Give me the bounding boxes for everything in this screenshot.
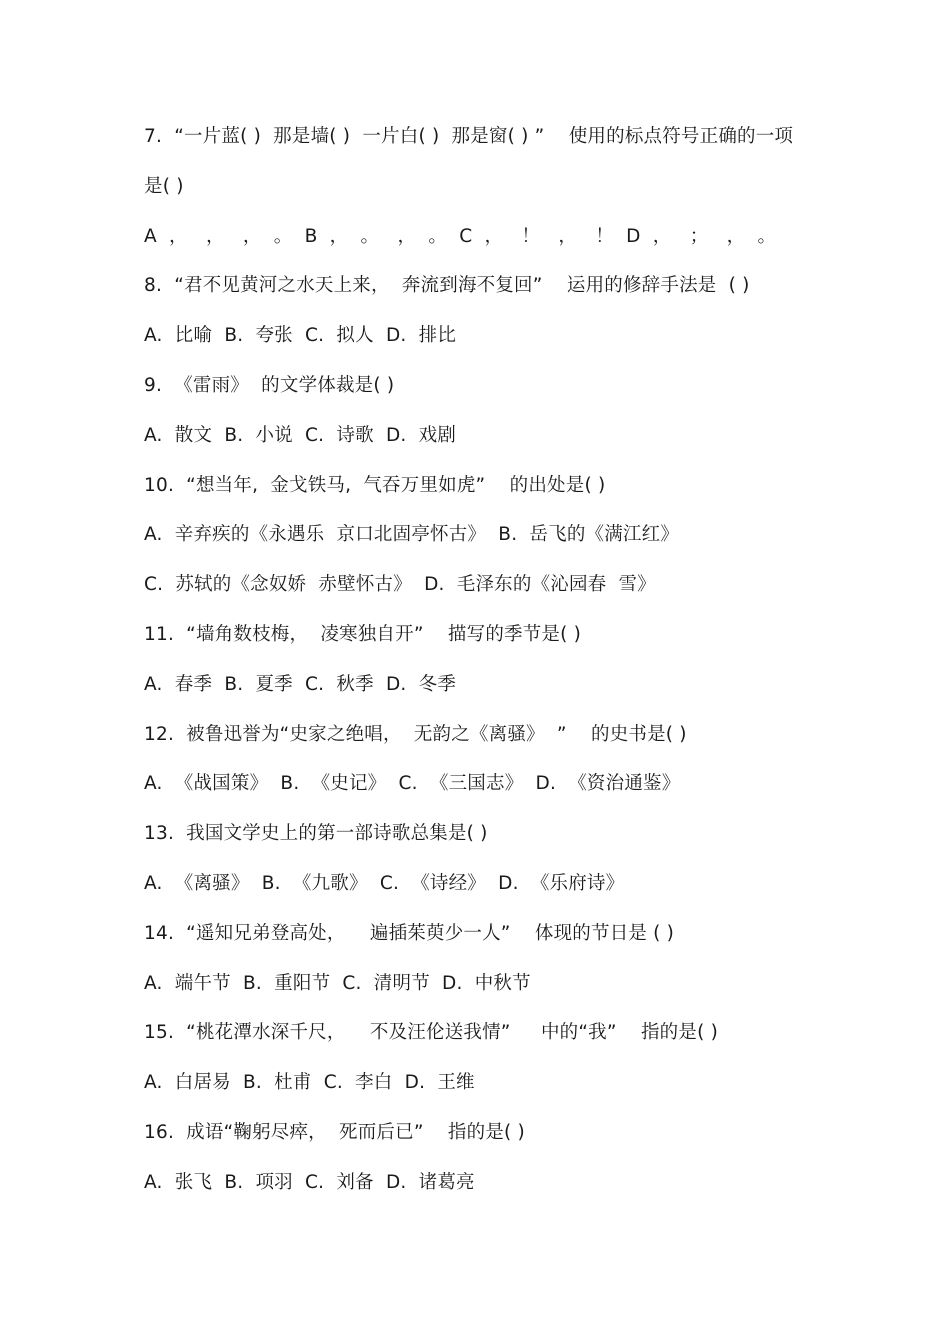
question-11-stem: 11. “墙角数枝梅， 凌寒独自开” 描写的季节是( ) <box>144 623 582 645</box>
question-10-stem: 10. “想当年, 金戈铁马, 气吞万里如虎” 的出处是( ) <box>144 474 606 496</box>
question-10-options-cd: C. 苏轼的《念奴娇 赤壁怀古》 D. 毛泽东的《沁园春 雪》 <box>144 574 656 596</box>
question-11-options: A. 春季 B. 夏季 C. 秋季 D. 冬季 <box>144 673 457 695</box>
question-9-stem: 9. 《雷雨》 的文学体裁是( ) <box>144 374 395 396</box>
question-14-stem: 14. “遥知兄弟登高处， 遍插茱萸少一人” 体现的节日是 ( ) <box>144 922 675 944</box>
question-15-options: A. 白居易 B. 杜甫 C. 李白 D. 王维 <box>144 1072 475 1094</box>
question-15-stem: 15. “桃花潭水深千尺， 不及汪伦送我情” 中的“我” 指的是( ) <box>144 1022 718 1044</box>
question-7-options: A ， ， ， 。 B ， 。 ， 。 C ， ！ ， ！ D ， ； ， 。 <box>144 225 777 247</box>
question-13-stem: 13. 我国文学史上的第一部诗歌总集是( ) <box>144 823 488 845</box>
question-8-stem: 8. “君不见黄河之水天上来， 奔流到海不复回” 运用的修辞手法是 ( ) <box>144 275 750 297</box>
question-9-options: A. 散文 B. 小说 C. 诗歌 D. 戏剧 <box>144 424 457 446</box>
question-16-stem: 16. 成语“鞠躬尽瘁， 死而后已” 指的是( ) <box>144 1121 525 1143</box>
question-10-options-ab: A. 辛弃疾的《永遇乐 京口北固亭怀古》 B. 岳飞的《满江红》 <box>144 524 680 546</box>
question-12-stem: 12. 被鲁迅誉为“史家之绝唱， 无韵之《离骚》 ” 的史书是( ) <box>144 723 687 745</box>
question-7-stem-continued: 是( ) <box>144 175 184 197</box>
question-12-options: A. 《战国策》 B. 《史记》 C. 《三国志》 D. 《资治通鉴》 <box>144 773 681 795</box>
question-16-options: A. 张飞 B. 项羽 C. 刘备 D. 诸葛亮 <box>144 1171 475 1193</box>
question-13-options: A. 《离骚》 B. 《九歌》 C. 《诗经》 D. 《乐府诗》 <box>144 872 625 894</box>
document-page <box>144 112 824 1208</box>
question-7-stem: 7. “一片蓝( ) 那是墙( ) 一片白( ) 那是窗( ) ” 使用的标点符号正确的一项 <box>144 126 794 147</box>
question-8-options: A. 比喻 B. 夸张 C. 拟人 D. 排比 <box>144 325 457 347</box>
question-14-options: A. 端午节 B. 重阳节 C. 清明节 D. 中秋节 <box>144 972 531 994</box>
